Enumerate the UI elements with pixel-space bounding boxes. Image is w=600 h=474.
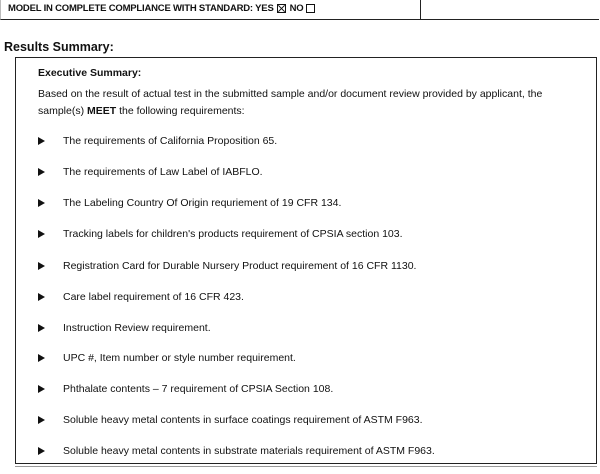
requirement-text: The requirements of California Proposition 65. xyxy=(63,135,278,147)
results-summary-heading: Results Summary: xyxy=(4,40,114,54)
arrow-bullet-icon xyxy=(38,262,45,270)
requirement-item xyxy=(38,352,296,364)
requirement-text: Soluble heavy metal contents in surface coatings requirement of ASTM F963. xyxy=(63,414,423,426)
arrow-bullet-icon xyxy=(38,416,45,424)
requirement-text: The Labeling Country Of Origin requriement of 19 CFR 134. xyxy=(63,197,342,209)
arrow-bullet-icon xyxy=(38,354,45,362)
arrow-bullet-icon xyxy=(38,199,45,207)
requirement-item xyxy=(38,166,263,178)
requirement-text: The requirements of Law Label of IABFLO. xyxy=(63,166,263,178)
arrow-bullet-icon xyxy=(38,230,45,238)
arrow-bullet-icon xyxy=(38,385,45,393)
arrow-bullet-icon xyxy=(38,168,45,176)
requirement-text: Instruction Review requirement. xyxy=(63,322,211,334)
requirement-item xyxy=(38,445,435,457)
compliance-header-row xyxy=(0,0,599,20)
requirement-item xyxy=(38,383,333,395)
requirement-text: Care label requirement of 16 CFR 423. xyxy=(63,291,244,303)
requirement-item xyxy=(38,414,423,426)
requirement-text: UPC #, Item number or style number requirement. xyxy=(63,352,296,364)
requirement-text: Phthalate contents – 7 requirement of CPSIA Section 108. xyxy=(63,383,334,395)
intro-text-end: the following requirements: xyxy=(116,105,245,117)
arrow-bullet-icon xyxy=(38,447,45,455)
no-label: NO xyxy=(289,3,304,14)
requirement-item xyxy=(38,197,341,209)
yes-checkbox[interactable] xyxy=(277,4,286,13)
page-bottom-rule xyxy=(15,466,597,467)
requirement-text: Registration Card for Durable Nursery Product requirement of 16 CFR 1130. xyxy=(63,260,417,272)
executive-summary-title: Executive Summary: xyxy=(38,67,142,79)
compliance-statement xyxy=(8,3,319,14)
header-cell-divider xyxy=(420,0,421,20)
requirement-text: Tracking labels for children's products requirement of CPSIA section 103. xyxy=(63,228,403,240)
no-checkbox[interactable] xyxy=(306,4,315,13)
compliance-label: MODEL IN COMPLETE COMPLIANCE WITH STANDARD: YES xyxy=(8,3,274,14)
arrow-bullet-icon xyxy=(38,293,45,301)
results-summary-box xyxy=(15,57,597,464)
requirement-item xyxy=(38,322,211,334)
requirement-item xyxy=(38,135,277,147)
intro-emphasis: MEET xyxy=(87,105,117,117)
requirement-text: Soluble heavy metal contents in substrate materials requirement of ASTM F963. xyxy=(63,445,435,457)
requirement-item xyxy=(38,291,244,303)
intro-text: Based on the result of actual test in the submitted sample and/or document review provided by applicant, the sample(s) xyxy=(38,88,543,117)
requirement-item xyxy=(38,228,403,240)
arrow-bullet-icon xyxy=(38,324,45,332)
requirement-item xyxy=(38,260,416,272)
executive-summary-intro xyxy=(38,86,588,120)
arrow-bullet-icon xyxy=(38,137,45,145)
